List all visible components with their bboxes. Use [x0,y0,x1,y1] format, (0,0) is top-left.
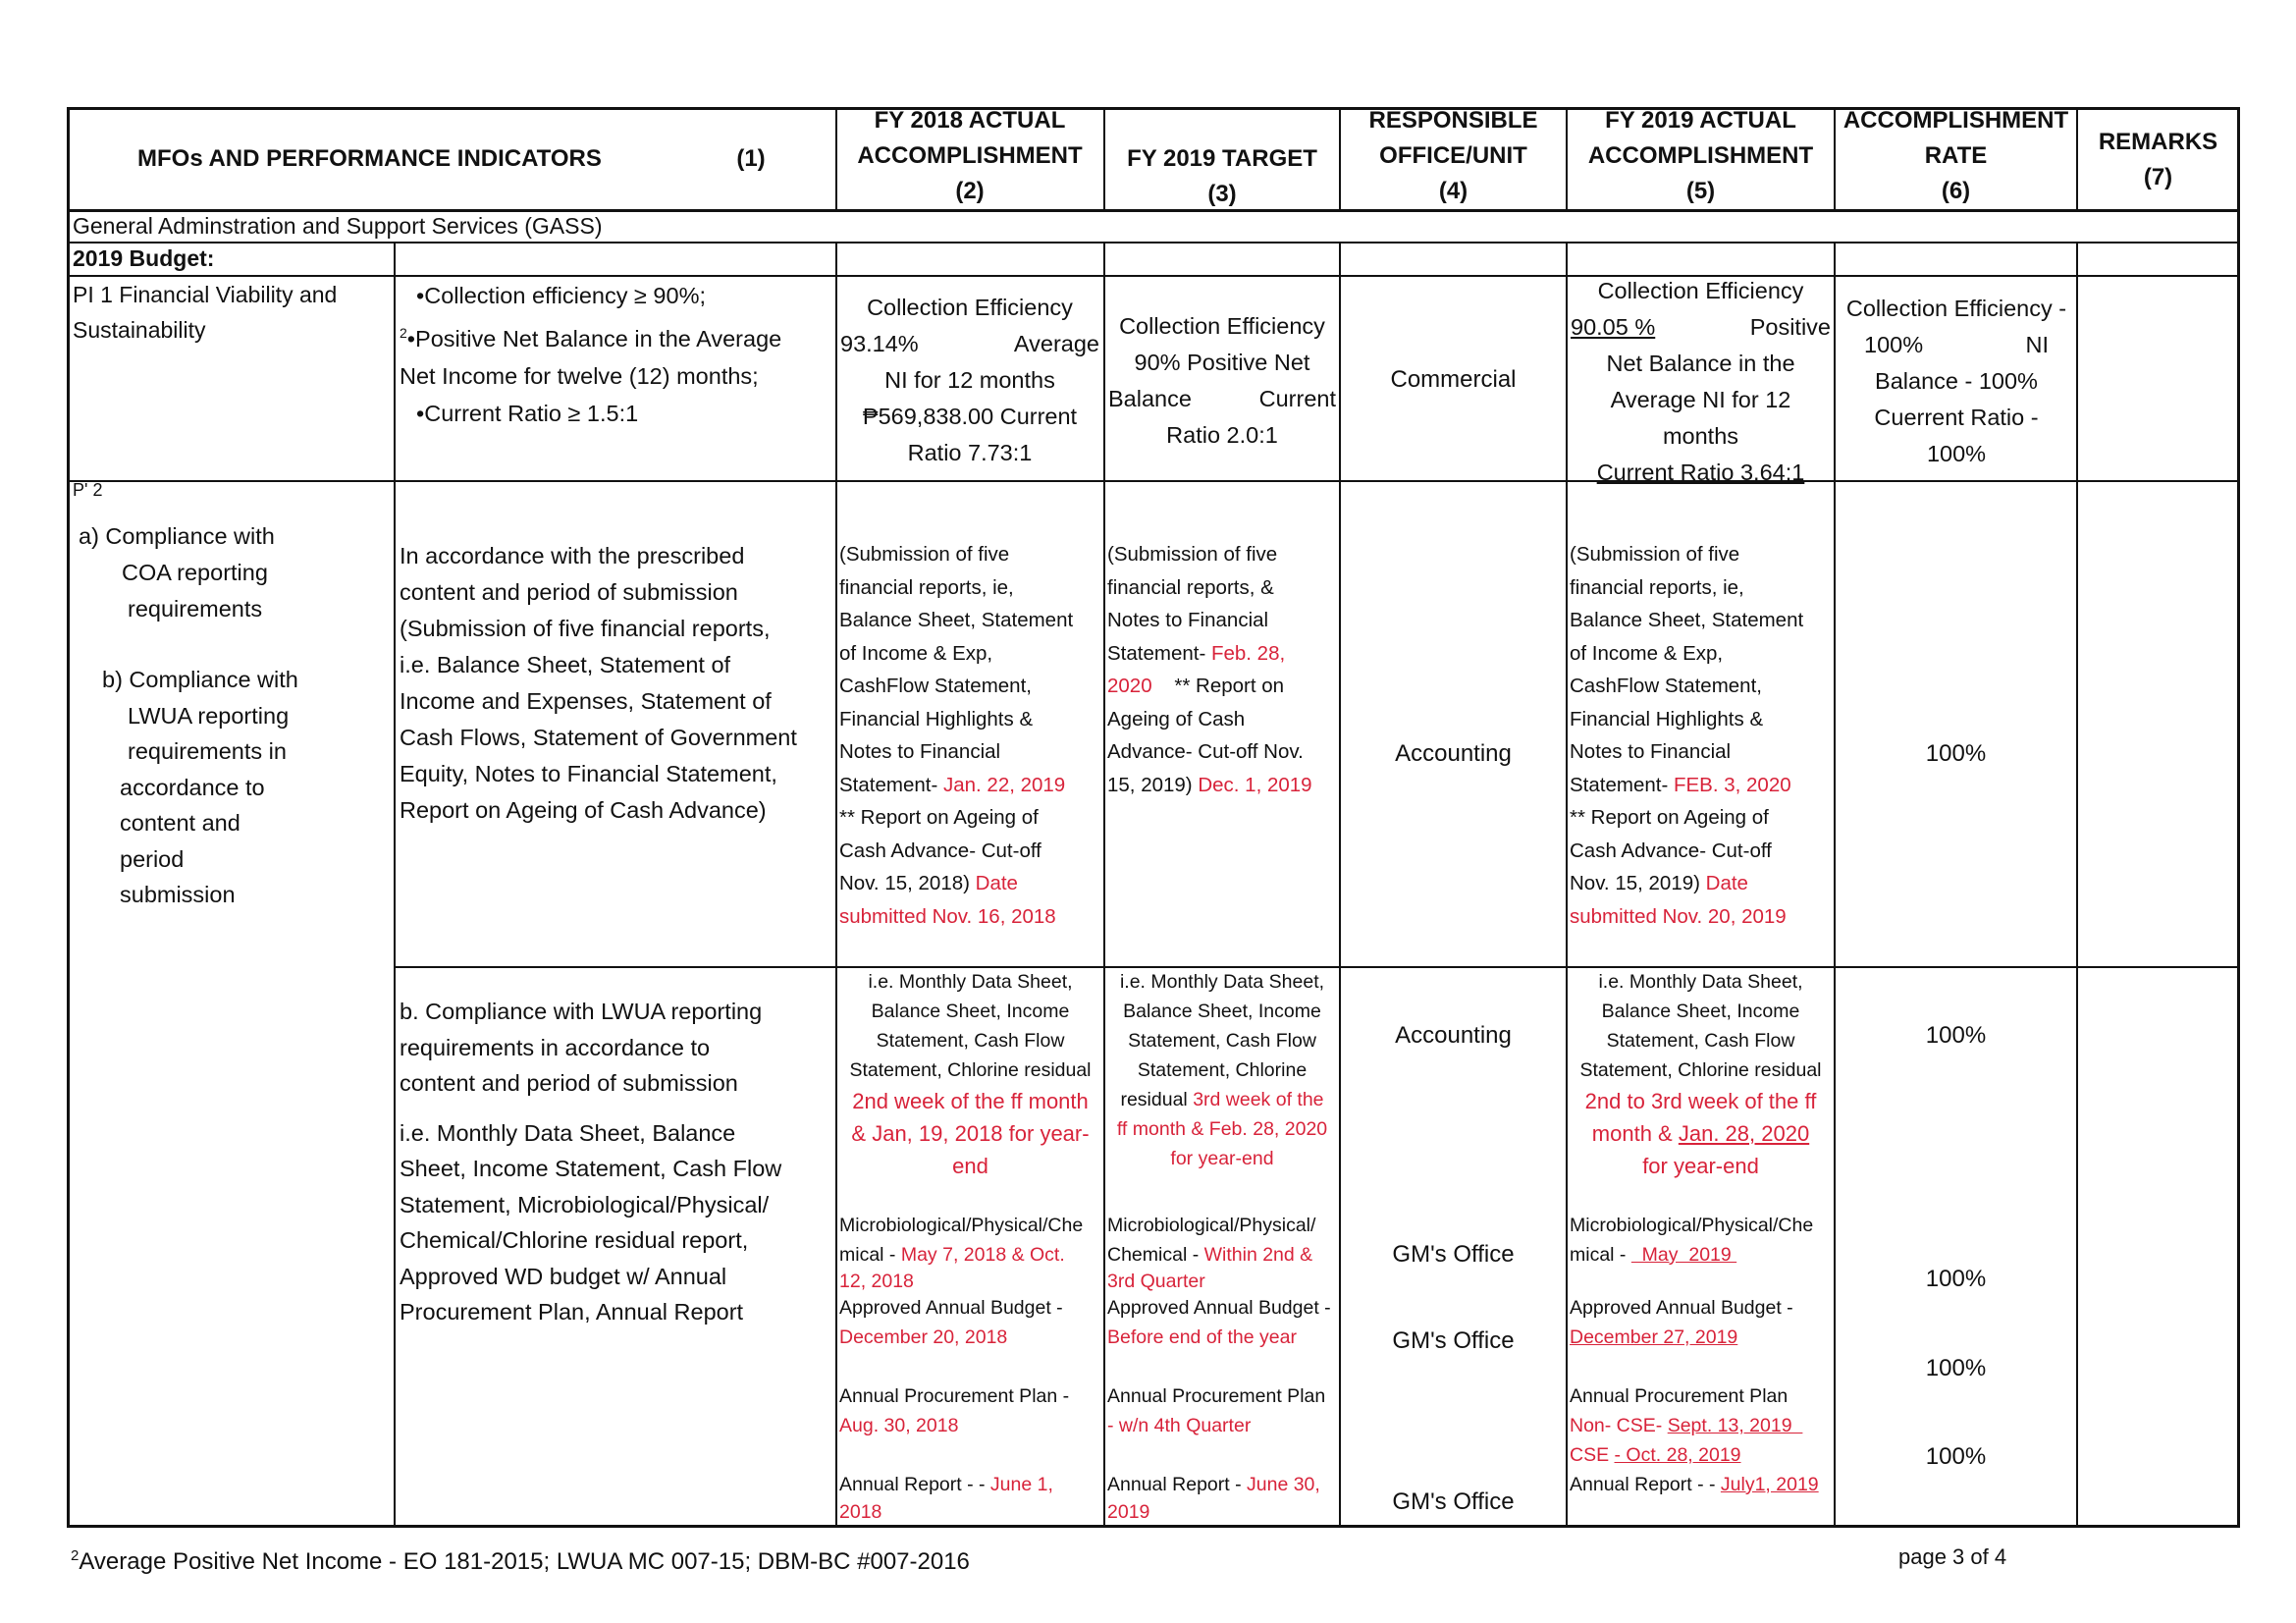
pi2-rate-b-2: 100% [1925,1266,1987,1292]
pi2-fy2019-actual-b-monthly: i.e. Monthly Data Sheet, Balance Sheet, Income Statement, Cash Flow Statement, Chlorine residual 2nd to 3rd week of the ff month & Jan. 28, 2020 for year-end [1579,971,1822,1178]
pi2-office-b-gm-2: GM's Office [1392,1327,1515,1354]
pi2-label: P' 2 [73,480,103,500]
pi2-rate-b-1: 100% [1925,1022,1987,1049]
page-number: page 3 of 4 [1898,1544,2007,1569]
pi2-rate-b-3: 100% [1925,1355,1987,1381]
header-fy2019-actual: FY 2019 ACTUAL ACCOMPLISHMENT (5) [1587,107,1814,204]
header-mfo: MFOs AND PERFORMANCE INDICATORS [137,145,602,172]
budget-label: 2019 Budget: [73,245,215,271]
pi2-rate-b-4: 100% [1925,1443,1987,1470]
footnote: $^2$Average Positive Net Income - EO 181-2015; LWUA MC 007-15; DBM-BC #007-2016 [71,1547,970,1575]
pi2-fy2019-actual-b-micro: Microbiological/Physical/Che mical - May 2019 Approved Annual Budget - December 27, 2019 Annual Procurement Plan Non- CSE- Sept. 13, 2019 CSE - Oct. 28, 2019 Annual Report - - July1, 2019 [1570,1215,1819,1495]
pi2-rate-a: 100% [1925,740,1987,767]
pi1-fy2018-actual: Collection Efficiency 93.14% Average NI for 12 months ₱569,838.00 Current Ratio 7.73:1 [840,295,1099,465]
pi2-indicator-b: b. Compliance with LWUA reporting requirements in accordance to content and period of submission i.e. Monthly Data Sheet, Balance Sheet, Income Statement, Cash Flow Statement, Microbiological/Physical/ Chemical/Chlorine residual report, Approved WD budget w/ Annual Procurement Plan, Annual Report [400,999,782,1325]
header-fy2019-target: FY 2019 TARGET (3) [1127,145,1317,207]
pi2-fy2019-target-a: (Submission of five financial reports, & Notes to Financial Statement- Feb. 28, 2020 ** Report on Ageing of Cash Advance- Cut-off Nov. 15, 2019) Dec. 1, 2019 [1107,543,1312,796]
pi1-fy2019-target: Collection Efficiency 90% Positive Net Balance Current Ratio 2.0:1 [1108,313,1336,448]
pi1-mfo: PI 1 Financial Viability and Sustainability [73,282,338,343]
header-responsible-office: RESPONSIBLE OFFICE/UNIT (4) [1368,107,1538,204]
header-remarks: REMARKS (7) [2098,129,2218,190]
pi2-office-b-gm-1: GM's Office [1392,1241,1515,1268]
pi1-accomplishment-rate: Collection Efficiency - 100% NI Balance - 100% Cuerrent Ratio - 100% [1845,296,2067,466]
pi2-office-b-gm-3: GM's Office [1392,1488,1515,1515]
header-accomplishment-rate: ACCOMPLISHMENT RATE (6) [1842,107,2069,204]
pi2-fy2018-actual-a: (Submission of five financial reports, ie, Balance Sheet, Statement of Income & Exp, CashFlow Statement, Financial Highlights & Notes to Financial Statement- Jan. 22, 2019 ** Report on Ageing of Cash Advance- Cut-off Nov. 15, 2018) Date submitted Nov. 16, 2018 [839,543,1074,928]
pi2-office-b-accounting: Accounting [1395,1022,1512,1049]
pi2-fy2018-actual-b-monthly: i.e. Monthly Data Sheet, Balance Sheet, Income Statement, Cash Flow Statement, Chlorine residual 2nd week of the ff month & Jan, 19, 2018 for year- end [849,971,1092,1178]
pi2-fy2019-target-b-monthly: i.e. Monthly Data Sheet, Balance Sheet, Income Statement, Cash Flow Statement, Chlorine residual 3rd week of the ff month & Feb. 28, 2020 for year-end [1116,971,1328,1169]
pi1-fy2019-actual: Collection Efficiency 90.05 % Positive Net Balance in the Average NI for 12 months Current Ratio 3.64:1 [1571,278,1831,485]
pi2-mfo-b: b) Compliance with LWUA reporting requirements in accordance to content and period submission [102,667,298,907]
pi2-mfo-a: a) Compliance with COA reporting requirements [79,523,275,622]
section-title: General Adminstration and Support Services (GASS) [73,213,603,239]
pi1-responsible-office: Commercial [1390,366,1517,393]
pi2-office-a: Accounting [1395,740,1512,767]
pi2-fy2019-actual-a: (Submission of five financial reports, ie, Balance Sheet, Statement of Income & Exp, CashFlow Statement, Financial Highlights & Notes to Financial Statement- FEB. 3, 2020 ** Report on Ageing of Cash Advance- Cut-off Nov. 15, 2019) Date submitted Nov. 20, 2019 [1570,543,1804,928]
header-mfo-num: (1) [736,145,766,172]
pi2-fy2019-target-b-micro: Microbiological/Physical/ Chemical - Within 2nd & 3rd Quarter Approved Annual Budget - Before end of the year Annual Procurement Plan - w/n 4th Quarter Annual Report - June 30, 2019 [1107,1215,1331,1523]
pi1-indicators: •Collection efficiency ≥ 90%; $^2$•Positive Net Balance in the Average Net Income for twelve (12) months; •Current Ratio ≥ 1.5:1 [400,283,782,426]
header-fy2018-actual: FY 2018 ACTUAL ACCOMPLISHMENT (2) [857,107,1083,204]
pi2-fy2018-actual-b-micro: Microbiological/Physical/Che mical - May 7, 2018 & Oct. 12, 2018 Approved Annual Budget - December 20, 2018 Annual Procurement Plan - Aug. 30, 2018 Annual Report - - June 1, 2018 [839,1215,1084,1523]
pi2-indicator-a: In accordance with the prescribed content and period of submission (Submission of five financial reports, i.e. Balance Sheet, Statement of Income and Expenses, Statement of Cash Flows, Statement of Government Equity, Notes to Financial Statement, Report on Ageing of Cash Advance) [400,543,797,823]
